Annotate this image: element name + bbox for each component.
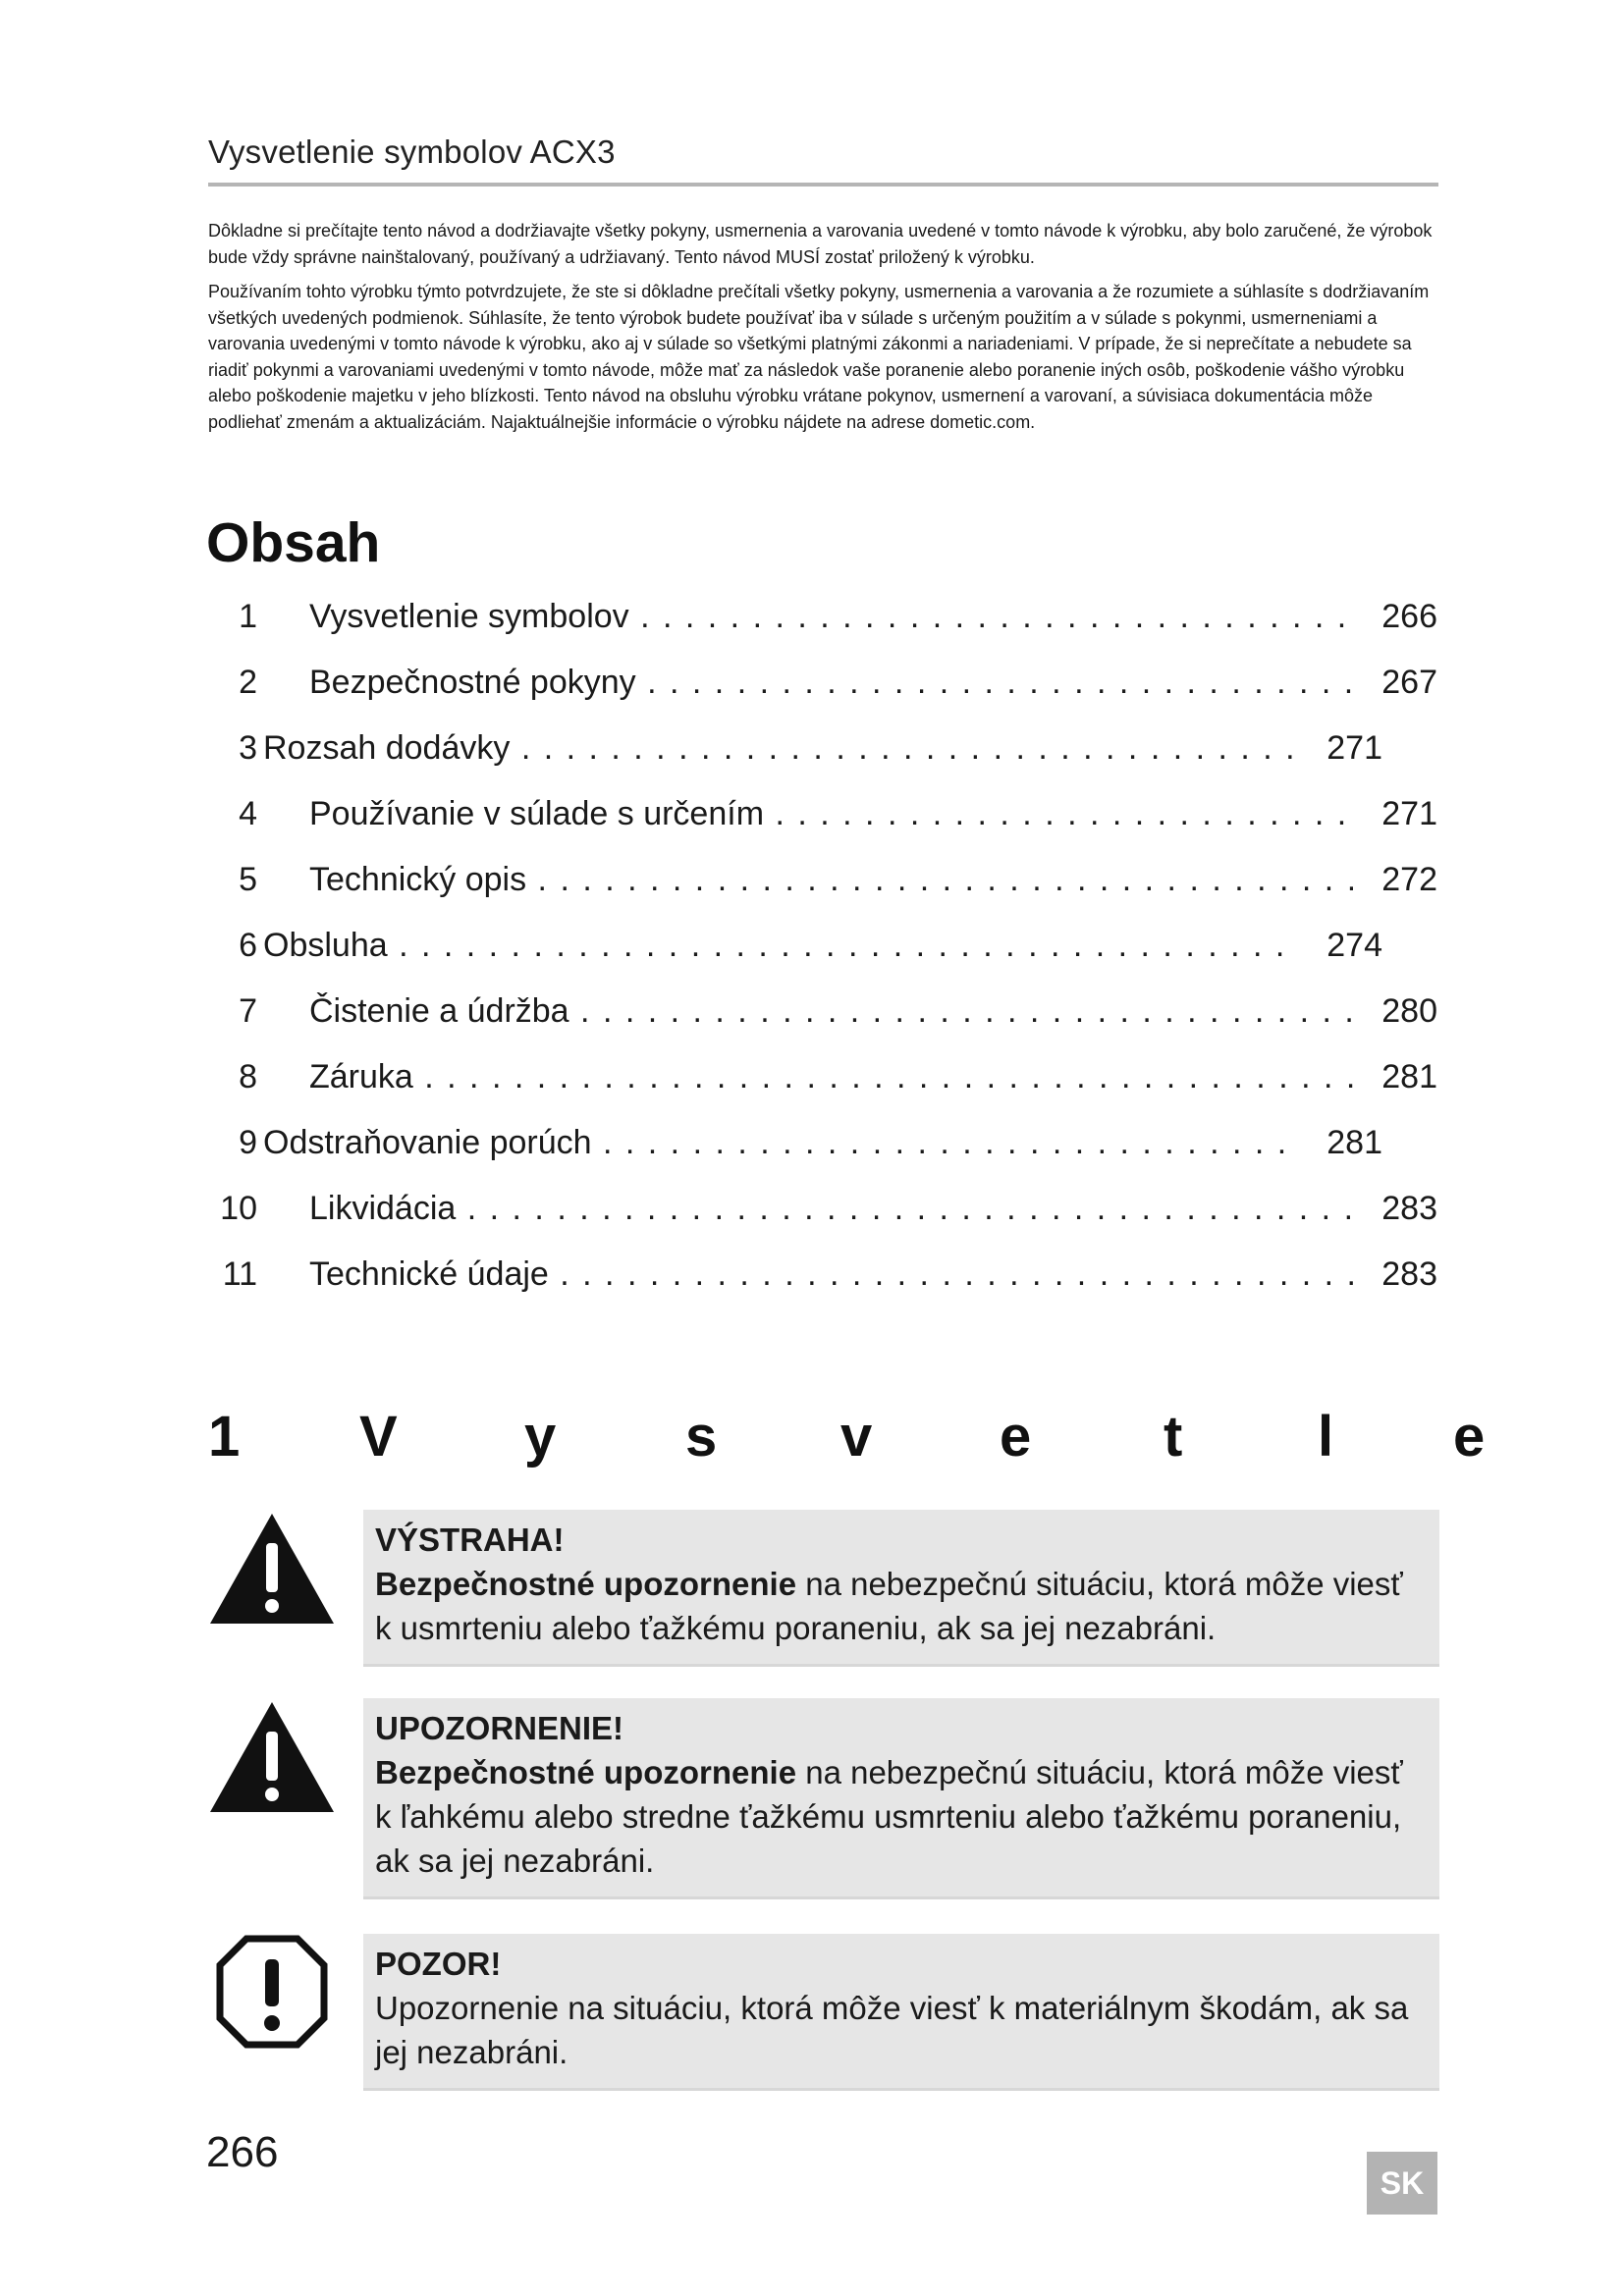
notice-box [363, 1510, 1439, 1667]
toc-entry-label: Používanie v súlade s určením . . . [309, 795, 1360, 833]
toc-entry-page: 271 [1298, 729, 1382, 768]
toc-entry-number: 11 [222, 1255, 257, 1293]
toc-entry[interactable] [0, 729, 1624, 788]
section-heading-char: V [359, 1405, 398, 1468]
toc-entry-label: Technický opis . . . [309, 861, 1360, 899]
toc-entry-label: Bezpečnostné pokyny . . . [309, 664, 1360, 702]
toc-entry-number: 1 [239, 598, 257, 635]
toc-entry-label: Rozsah dodávky . . . [263, 729, 1314, 768]
header-rule [208, 183, 1438, 187]
toc-entry-number: 6 [239, 927, 257, 964]
toc-entry[interactable] [0, 1190, 1624, 1249]
language-badge: SK [1367, 2152, 1437, 2215]
notice-box [363, 1698, 1439, 1899]
toc-entry-number: 5 [239, 861, 257, 898]
toc-heading: Obsah [206, 511, 381, 574]
warning-triangle-icon [208, 1510, 336, 1628]
toc-entry-page: 274 [1298, 927, 1382, 965]
toc-entry-label: Záruka . . . [309, 1058, 1360, 1096]
toc-entry[interactable] [0, 861, 1624, 920]
toc-entry-label: Likvidácia . . . [309, 1190, 1360, 1228]
section-heading-char: 1 [208, 1405, 241, 1468]
intro-text [208, 218, 1439, 444]
notice-text: na nebezpečnú situáciu, ktorá môže viesť k ľahkému alebo stredne ťažkému usmrteniu alebo ťažkému poraneniu, ak sa jej nezabráni. [375, 1754, 1403, 1879]
toc-entry-label: Obsluha . . . [263, 927, 1314, 965]
intro-paragraph-1: Dôkladne si prečítajte tento návod a dodržiavajte všetky pokyny, usmernenia a varovania uvedené v tomto návode k výrobku, aby bolo zaručené, že výrobok bude vždy správne nainštalovaný, používaný a udržiavaný. Tento návod MUSÍ zostať priložený k výrobku. [208, 221, 1433, 267]
toc-entry[interactable] [0, 1058, 1624, 1117]
section-heading-char: y [524, 1405, 557, 1468]
toc-entry-number: 2 [239, 664, 257, 701]
toc-entry-number: 4 [239, 795, 257, 832]
toc-entry[interactable] [0, 927, 1624, 986]
intro-paragraph-2: Používaním tohto výrobku týmto potvrdzujete, že ste si dôkladne prečítali všetky pokyny, usmernenia a varovania a že rozumiete a súhlasíte s dodržiavaním všetkých uvedených podmienok. Súhlasíte, že tento výrobok budete používať iba v súlade s určeným použitím a v súlade s pokynmi, usmerneniami a varovania uvedenými v tomto návode k výrobku, ako aj v súlade so všetkými platnými zákonmi a nariadeniami. V prípade, že si neprečítate a nebudete sa riadiť pokynmi a varovaniami uvedenými v tomto návode, môže mať za následok vaše poranenie alebo poranenie iných osôb, poškodenie vášho výrobku alebo poškodenie majetku v jeho blízkosti. Tento návod na obsluhu výrobku vrátane pokynov, usmernení a varovaní, a súvisiaca dokumentácia môže podliehať zmenám a aktualizáciám. Najaktuálnejšie informácie o výrobku nájdete na adrese dometic.com. [208, 282, 1430, 432]
warning-triangle-icon [208, 1698, 336, 1816]
toc-entry[interactable] [0, 1255, 1624, 1314]
notice-title: POZOR! [375, 1946, 502, 1982]
toc-entry[interactable] [0, 795, 1624, 854]
notice-text: Upozornenie na situáciu, ktorá môže viesť k materiálnym škodám, ak sa jej nezabráni. [375, 1990, 1409, 2070]
toc-entry-label: Vysvetlenie symbolov . . . [309, 598, 1360, 636]
toc-entry-number: 7 [239, 992, 257, 1030]
section-heading-char: v [840, 1405, 873, 1468]
toc-entry[interactable] [0, 598, 1624, 657]
toc-entry[interactable] [0, 992, 1624, 1051]
toc-entry-number: 8 [239, 1058, 257, 1095]
toc-entry-page: 283 [1353, 1255, 1437, 1294]
toc-entry-page: 281 [1298, 1124, 1382, 1162]
notice-lead: Bezpečnostné upozornenie [375, 1566, 797, 1602]
toc-entry-page: 267 [1353, 664, 1437, 702]
section-heading-char: e [1000, 1405, 1032, 1468]
header-title: Vysvetlenie symbolov ACX3 [208, 133, 616, 170]
section-heading-char: l [1318, 1405, 1334, 1468]
toc-entry-label: Technické údaje . . . [309, 1255, 1360, 1294]
section-heading-char: t [1164, 1405, 1183, 1468]
toc-entry-page: 280 [1353, 992, 1437, 1031]
section-heading-char: e [1453, 1405, 1486, 1468]
toc-entry-page: 283 [1353, 1190, 1437, 1228]
toc-entry-page: 272 [1353, 861, 1437, 899]
toc-entry-number: 9 [239, 1124, 257, 1161]
notice-text: na nebezpečnú situáciu, ktorá môže viesť k usmrteniu alebo ťažkému poraneniu, ak sa jej nezabráni. [375, 1566, 1403, 1646]
toc-entry-page: 271 [1353, 795, 1437, 833]
toc-entry-number: 3 [239, 729, 257, 767]
toc-entry[interactable] [0, 664, 1624, 722]
notice-lead: Bezpečnostné upozornenie [375, 1754, 797, 1790]
notice-title: VÝSTRAHA! [375, 1522, 565, 1558]
page-number: 266 [206, 2128, 279, 2176]
section-heading [196, 1404, 1624, 1492]
notice-title: UPOZORNENIE! [375, 1710, 624, 1746]
toc-entry-label: Odstraňovanie porúch . . . [263, 1124, 1314, 1162]
toc-entry-label: Čistenie a údržba . . . [309, 992, 1360, 1031]
toc-entry[interactable] [0, 1124, 1624, 1183]
toc-entry-page: 266 [1353, 598, 1437, 636]
attention-octagon-icon [208, 1934, 336, 2052]
toc-entry-number: 10 [220, 1190, 257, 1227]
toc-entry-page: 281 [1353, 1058, 1437, 1096]
notice-box [363, 1934, 1439, 2091]
section-heading-char: s [685, 1405, 718, 1468]
